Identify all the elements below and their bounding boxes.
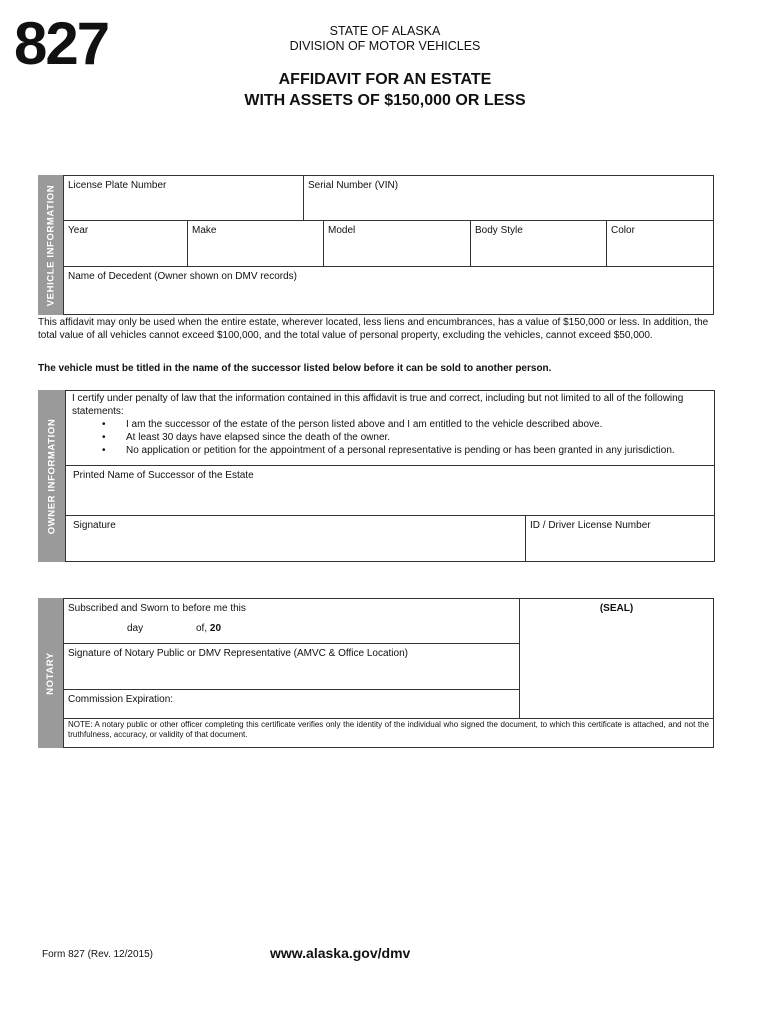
color-field[interactable]: Color — [607, 221, 714, 267]
form-revision: Form 827 (Rev. 12/2015) — [42, 949, 153, 960]
year-field[interactable]: Year — [64, 221, 188, 267]
form-number: 827 — [14, 10, 109, 77]
vehicle-section-label: VEHICLE INFORMATION — [38, 175, 63, 315]
vehicle-info-box — [63, 175, 714, 315]
certification-text: I certify under penalty of law that the information contained in this affidavit is true and correct, including but not limited to all of the following statements: — [72, 393, 684, 417]
commission-expiration-field[interactable]: Commission Expiration: — [64, 690, 520, 719]
subscribed-label: Subscribed and Sworn to before me this — [68, 603, 246, 614]
notary-note: NOTE: A notary public or other officer completing this certificate verifies only the identity of the individual who signed the document, to which this certificate is attached, and not the truthfulness, accuracy, or validity of that document. — [68, 720, 709, 740]
decedent-name-field[interactable]: Name of Decedent (Owner shown on DMV records) — [68, 271, 297, 282]
form-title-line1: AFFIDAVIT FOR AN ESTATE — [278, 71, 492, 88]
vin-field[interactable]: Serial Number (VIN) — [304, 176, 714, 221]
notary-section-label: NOTARY — [38, 598, 63, 748]
eligibility-notice: This affidavit may only be used when the entire estate, wherever located, less liens and encumbrances, has a value of $150,000 or less. In addition, the total value of all vehicles cannot exceed $100,000, and the total value of personal property, excluding the vehicles, cannot exceed $50,000. — [38, 317, 709, 341]
certification-block — [66, 391, 714, 466]
date-of-label: of, 20 — [196, 623, 222, 634]
notary-box — [63, 598, 714, 748]
year-prefix: 20 — [209, 623, 222, 634]
notary-signature-field[interactable]: Signature of Notary Public or DMV Representative (AMVC & Office Location) — [64, 644, 520, 690]
owner-info-box — [65, 390, 715, 562]
id-license-field[interactable]: ID / Driver License Number — [530, 520, 651, 531]
statement-item: • At least 30 days have elapsed since the death of the owner. — [126, 431, 700, 444]
successor-signature-field[interactable]: Signature — [66, 516, 526, 561]
form-title-line2: WITH ASSETS OF $150,000 OR LESS — [244, 92, 526, 109]
agency-name: STATE OF ALASKA — [329, 24, 441, 38]
day-label: day — [127, 623, 144, 634]
agency-division: DIVISION OF MOTOR VEHICLES — [289, 39, 481, 53]
title-requirement-notice: The vehicle must be titled in the name of the successor listed below before it can be sold to another person. — [38, 363, 552, 374]
owner-section-label: OWNER INFORMATION — [38, 390, 65, 562]
seal-area: (SEAL) — [520, 599, 713, 719]
license-plate-field[interactable]: License Plate Number — [64, 176, 304, 221]
website-link[interactable]: www.alaska.gov/dmv — [270, 945, 411, 961]
make-field[interactable]: Make — [188, 221, 324, 267]
model-field[interactable]: Model — [324, 221, 471, 267]
statement-item: • No application or petition for the appointment of a personal representative is pending or has been granted in any jurisdiction. — [126, 444, 700, 457]
statement-item: • I am the successor of the estate of the person listed above and I am entitled to the vehicle described above. — [126, 418, 700, 431]
subscribed-sworn-field[interactable] — [64, 599, 520, 644]
body-style-field[interactable]: Body Style — [471, 221, 607, 267]
certification-statements — [72, 418, 700, 457]
successor-name-field[interactable]: Printed Name of Successor of the Estate — [66, 466, 714, 516]
